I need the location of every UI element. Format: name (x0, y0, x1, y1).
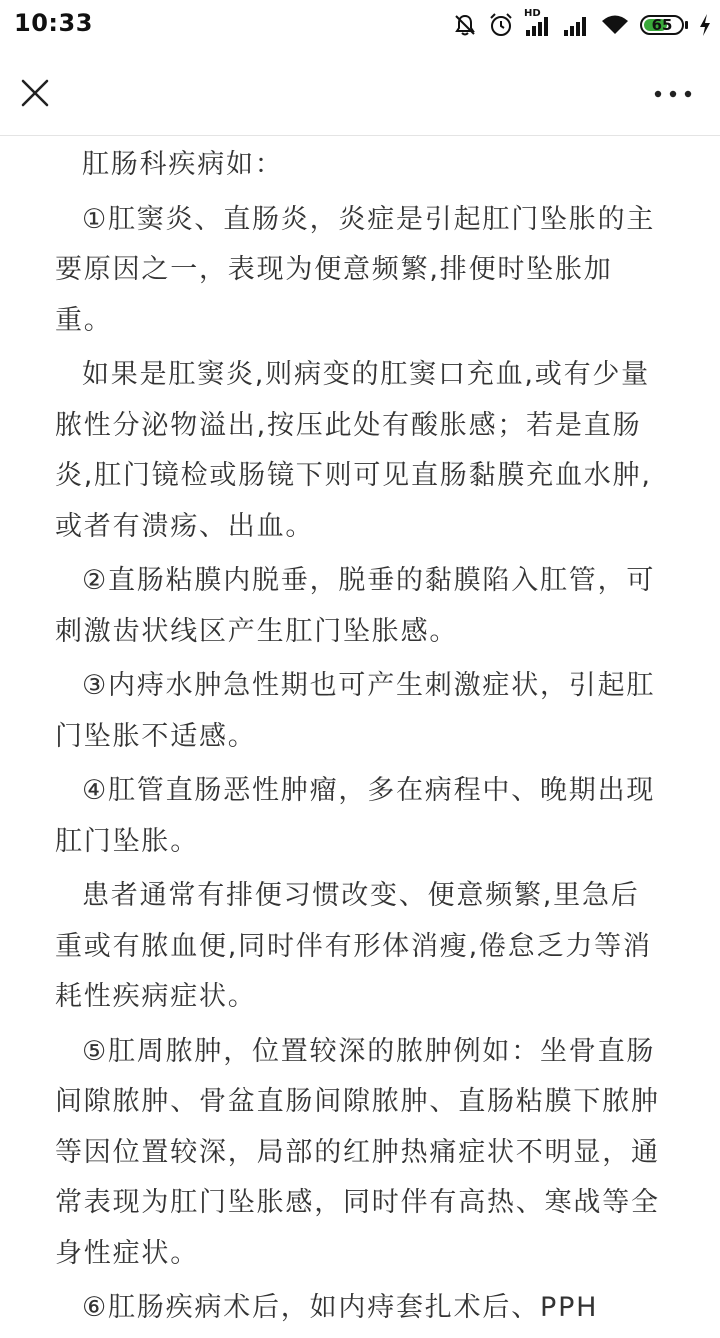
status-time: 10:33 (14, 9, 93, 37)
battery-cap (685, 21, 688, 29)
more-button[interactable] (650, 74, 696, 114)
network-label: HD (524, 8, 541, 19)
battery-label: 65 (651, 16, 673, 34)
article-paragraph: ②直肠粘膜内脱垂，脱垂的黏膜陷入肛管，可刺激齿状线区产生肛门坠胀感。 (55, 565, 656, 647)
charging-icon (698, 12, 712, 38)
status-bar (0, 0, 720, 50)
nav-bar (0, 50, 720, 136)
mute-icon (452, 12, 478, 38)
article-paragraph: ③内痔水肿急性期也可产生刺激症状，引起肛门坠胀不适感。 (55, 670, 656, 752)
more-icon (650, 74, 696, 114)
alarm-icon (488, 12, 514, 38)
article-paragraph: 肛肠科疾病如： (82, 149, 284, 180)
article-paragraph: 患者通常有排便习惯改变、便意频繁,里急后重或有脓血便,同时伴有形体消瘦,倦怠乏力等消耗性疾病症状。 (55, 880, 652, 1012)
article-paragraph: ⑤肛周脓肿，位置较深的脓肿例如：坐骨直肠间隙脓肿、骨盆直肠间隙脓肿、直肠粘膜下脓肿等因位置较深，局部的红肿热痛症状不明显，通常表现为肛门坠胀感，同时伴有高热、寒战等全身性症状。 (55, 1035, 660, 1269)
signal-icon (562, 12, 590, 38)
article-paragraph: ①肛窦炎、直肠炎，炎症是引起肛门坠胀的主要原因之一，表现为便意频繁,排便时坠胀加重。 (55, 203, 656, 336)
battery-icon (640, 15, 688, 35)
hd-signal-icon (524, 8, 552, 38)
wifi-icon (600, 12, 630, 38)
article-paragraph: ⑥肛肠疾病术后，如内痔套扎术后、PPH (82, 1292, 599, 1323)
status-icons (452, 10, 712, 40)
battery-body (640, 15, 684, 35)
close-icon (14, 72, 56, 114)
article-body (55, 140, 667, 1338)
article-paragraph: 如果是肛窦炎,则病变的肛窦口充血,或有少量脓性分泌物溢出,按压此处有酸胀感；若是直肠炎,肛门镜检或肠镜下则可见直肠黏膜充血水肿,或者有溃疡、出血。 (55, 359, 652, 542)
close-button[interactable] (14, 72, 56, 114)
article-paragraph: ④肛管直肠恶性肿瘤，多在病程中、晚期出现肛门坠胀。 (55, 775, 656, 857)
